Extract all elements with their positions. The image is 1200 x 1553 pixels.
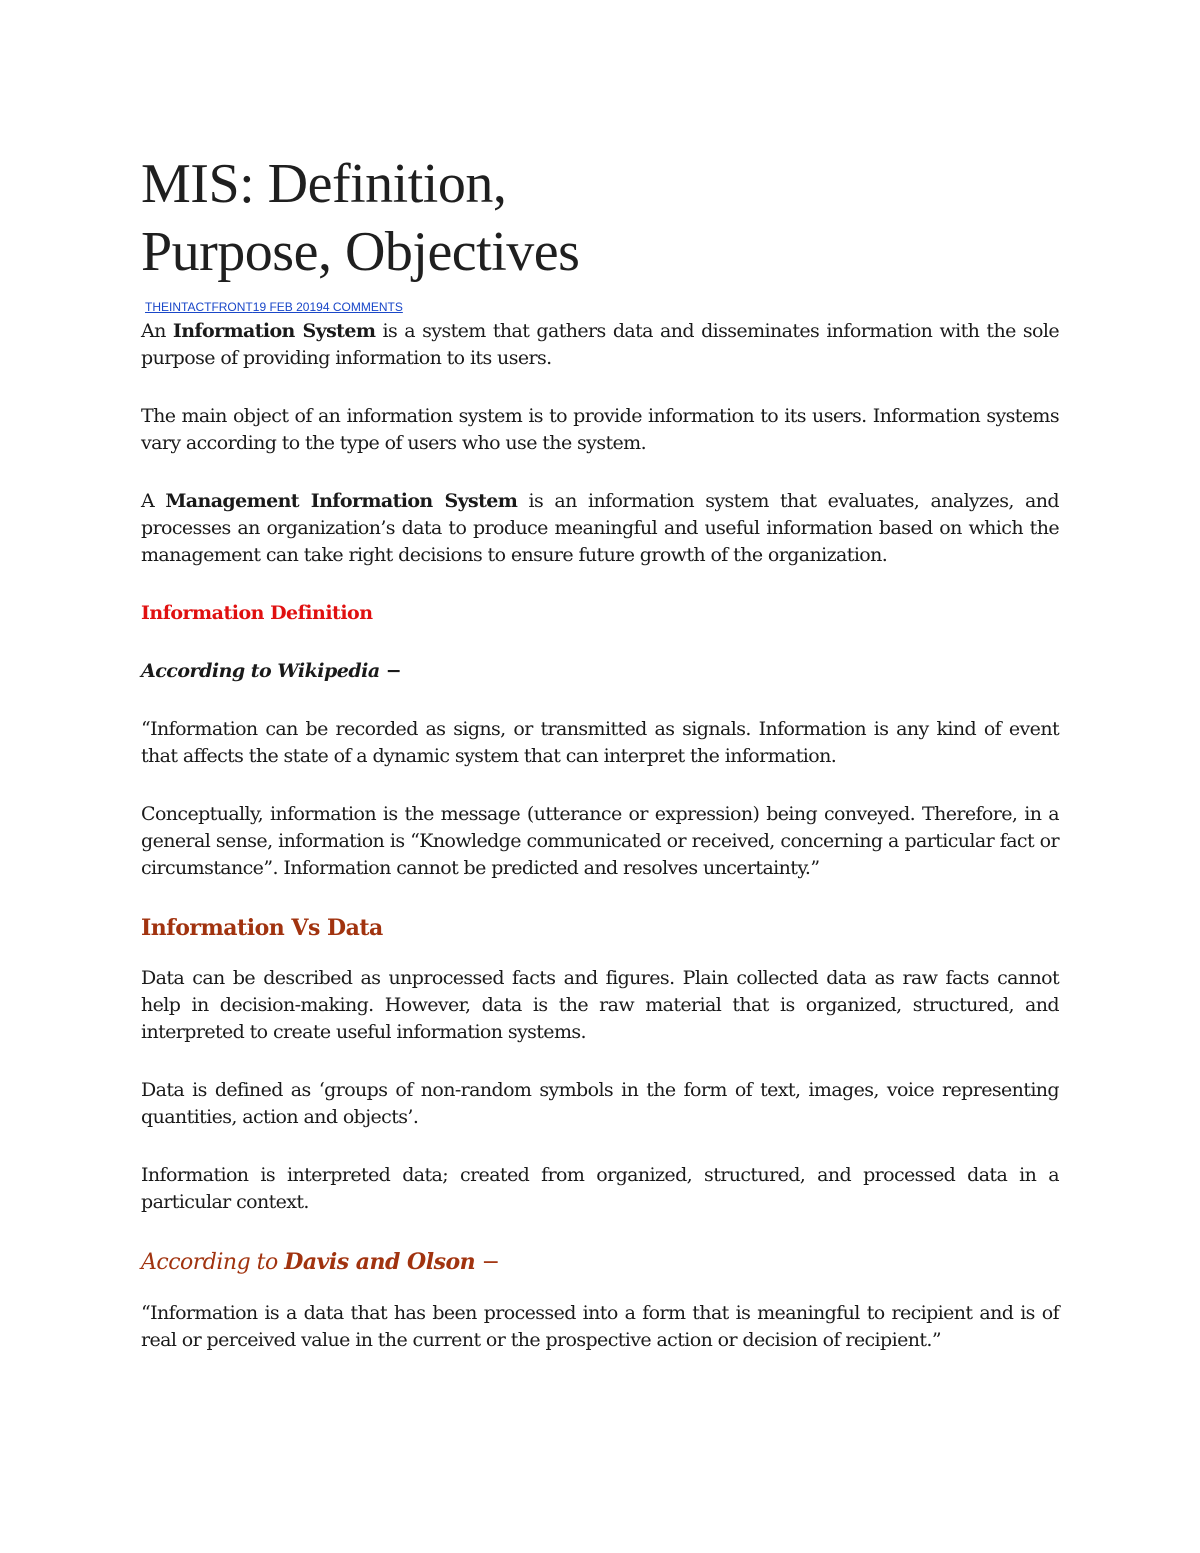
p3-pre: A xyxy=(141,490,166,512)
heading-information-vs-data: Information Vs Data xyxy=(141,915,383,941)
paragraph-conceptually: Conceptually, information is the message (utterance or expression) being conveyed. Therefore, in a general sense, information is “Knowledge communicated or received, concerning a particular fact or circumstance”. Information cannot be predicted and resolves uncertainty.” xyxy=(141,803,1059,879)
title-line-1: MIS: Definition, xyxy=(141,153,507,215)
paragraph-data-defined: Data is defined as ‘groups of non-random symbols in the form of text, images, voice representing quantities, action and objects’. xyxy=(141,1079,1059,1128)
document-page xyxy=(141,150,1059,1385)
p3-post: is an information system that evaluates, analyzes, and processes an organization’s data to produce meaningful and useful information based on which the management can take right decisions to ensure future growth of the organization. xyxy=(141,490,1059,566)
p3-bold-term: Management Information System xyxy=(165,490,518,512)
comments-link[interactable]: 4 COMMENTS xyxy=(322,300,403,314)
p1-bold-term: Information System xyxy=(172,320,376,342)
heading-davis-olson xyxy=(141,1247,1059,1278)
davis-bold: Davis and Olson xyxy=(284,1249,476,1275)
davis-pre: According to xyxy=(141,1250,285,1275)
article-meta xyxy=(145,300,1059,314)
p1-pre: An xyxy=(141,320,173,342)
paragraph-wikipedia-quote: “Information can be recorded as signs, or transmitted as signals. Information is any kind of event that affects the state of a dynamic system that can interpret the information. xyxy=(141,718,1059,767)
author-link[interactable]: THEINTACTFRONT xyxy=(145,300,253,314)
date-link[interactable]: 19 FEB 2019 xyxy=(252,300,323,314)
davis-post: − xyxy=(475,1250,500,1275)
title-line-2: Purpose, Objectives xyxy=(141,221,580,283)
paragraph-main-object: The main object of an information system is to provide information to its users. Information systems vary according to the type of users who use the system. xyxy=(141,405,1059,454)
p1-post: is a system that gathers data and disseminates information with the sole purpose of providing information to its users. xyxy=(141,320,1060,369)
heading-information-definition: Information Definition xyxy=(141,602,373,624)
page-title xyxy=(141,150,1059,286)
paragraph-information-interpreted: Information is interpreted data; created from organized, structured, and processed data in a particular context. xyxy=(141,1164,1059,1213)
heading-according-wikipedia: According to Wikipedia − xyxy=(141,660,402,682)
paragraph-davis-quote: “Information is a data that has been processed into a form that is meaningful to recipient and is of real or perceived value in the current or the prospective action or decision of recipient.” xyxy=(141,1302,1059,1351)
paragraph-mis xyxy=(141,488,1059,569)
paragraph-information-system xyxy=(141,318,1059,372)
paragraph-data-described: Data can be described as unprocessed facts and figures. Plain collected data as raw facts cannot help in decision-making. However, data is the raw material that is organized, structured, and interpreted to create useful information systems. xyxy=(141,967,1059,1043)
